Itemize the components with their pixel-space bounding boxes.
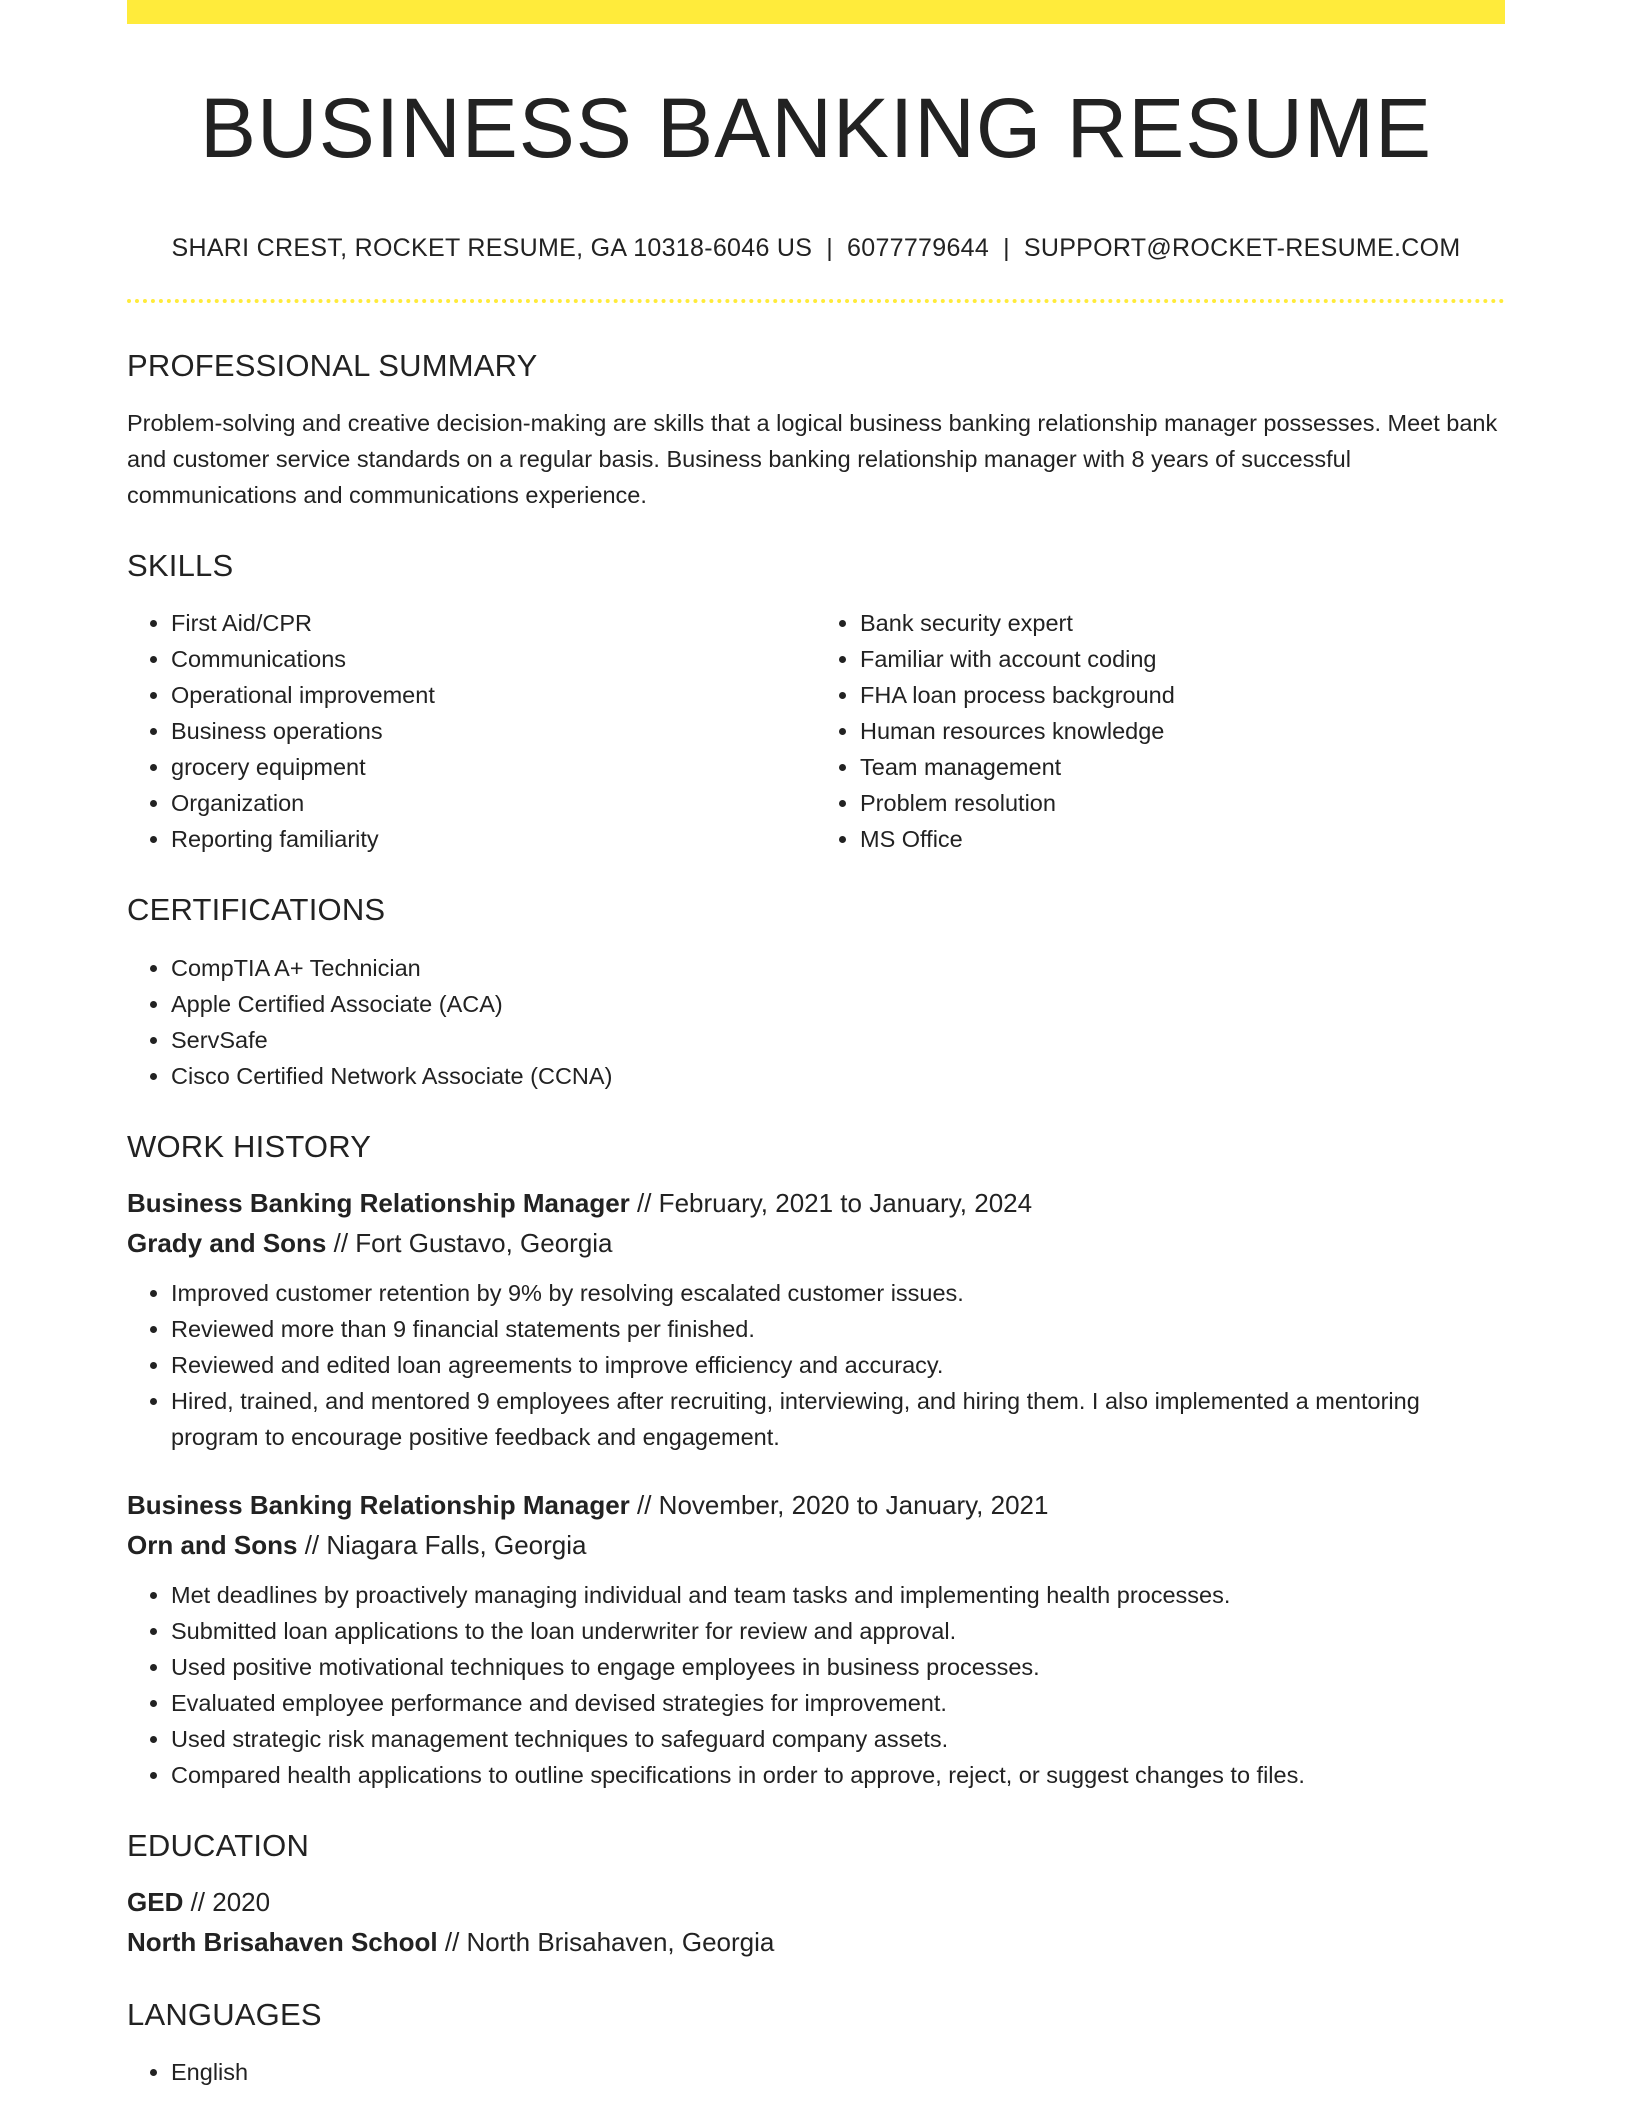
skill-item: • Problem resolution bbox=[860, 785, 1505, 821]
skill-item: • Familiar with account coding bbox=[860, 641, 1505, 677]
job-company-line bbox=[127, 1525, 1505, 1565]
certifications-list bbox=[127, 950, 1505, 1094]
job-bullet: • Reviewed more than 9 financial statements per finished. bbox=[171, 1311, 1505, 1347]
resume-title: BUSINESS BANKING RESUME bbox=[200, 81, 1432, 175]
contact-line bbox=[127, 234, 1505, 263]
resume-page bbox=[127, 0, 1505, 2090]
contact-address: SHARI CREST, ROCKET RESUME, GA 10318-6046 US bbox=[171, 234, 813, 262]
job-bullets bbox=[127, 1275, 1505, 1455]
header-divider bbox=[127, 299, 1505, 303]
work-history-section bbox=[127, 1128, 1505, 1793]
skills-heading: SKILLS bbox=[127, 548, 234, 584]
job-company: Grady and Sons bbox=[127, 1227, 327, 1258]
job-bullets bbox=[127, 1577, 1505, 1793]
education-section bbox=[127, 1827, 1505, 1962]
skills-list-right bbox=[816, 605, 1505, 857]
education-degree-line bbox=[127, 1882, 1505, 1922]
skill-item: • Communications bbox=[171, 641, 816, 677]
job-bullet: • Evaluated employee performance and devised strategies for improvement. bbox=[171, 1685, 1505, 1721]
job-title: Business Banking Relationship Manager bbox=[127, 1187, 630, 1218]
certification-item: • CompTIA A+ Technician bbox=[171, 950, 1505, 986]
job-bullet: • Used positive motivational techniques to engage employees in business processes. bbox=[171, 1649, 1505, 1685]
skill-item: • MS Office bbox=[860, 821, 1505, 857]
education-heading: EDUCATION bbox=[127, 1827, 310, 1863]
skills-grid bbox=[127, 605, 1505, 857]
job-bullet: • Met deadlines by proactively managing individual and team tasks and implementing health processes. bbox=[171, 1577, 1505, 1613]
skill-item: • FHA loan process background bbox=[860, 677, 1505, 713]
job-bullet: • Improved customer retention by 9% by resolving escalated customer issues. bbox=[171, 1275, 1505, 1311]
certifications-section bbox=[127, 891, 1505, 1093]
job-bullet: • Used strategic risk management techniques to safeguard company assets. bbox=[171, 1721, 1505, 1757]
language-item: • English bbox=[171, 2054, 1505, 2090]
contact-email: SUPPORT@ROCKET-RESUME.COM bbox=[1023, 234, 1461, 262]
education-school-line bbox=[127, 1922, 1505, 1962]
certification-item: • Cisco Certified Network Associate (CCNA) bbox=[171, 1058, 1505, 1094]
languages-list bbox=[127, 2054, 1505, 2090]
top-accent-bar bbox=[127, 0, 1505, 24]
job-location: // Fort Gustavo, Georgia bbox=[333, 1227, 613, 1258]
job-title-line bbox=[127, 1485, 1505, 1525]
skill-item: • Business operations bbox=[171, 713, 816, 749]
contact-phone: 6077779644 bbox=[847, 234, 990, 262]
certification-item: • Apple Certified Associate (ACA) bbox=[171, 986, 1505, 1022]
languages-section bbox=[127, 1996, 1505, 2090]
certification-item: • ServSafe bbox=[171, 1022, 1505, 1058]
job-location: // Niagara Falls, Georgia bbox=[304, 1529, 587, 1560]
education-location: // North Brisahaven, Georgia bbox=[444, 1926, 775, 1957]
work-history-heading: WORK HISTORY bbox=[127, 1128, 372, 1164]
job-dates: // November, 2020 to January, 2021 bbox=[637, 1489, 1049, 1520]
job-entry bbox=[127, 1485, 1505, 1793]
skill-item: • Team management bbox=[860, 749, 1505, 785]
summary-heading: PROFESSIONAL SUMMARY bbox=[127, 348, 538, 383]
education-degree: GED bbox=[127, 1886, 184, 1917]
job-bullet: • Hired, trained, and mentored 9 employees after recruiting, interviewing, and hiring them. I also implemented a mentoring program to encourage positive feedback and engagement. bbox=[171, 1383, 1505, 1455]
summary-section bbox=[127, 347, 1505, 513]
skill-item: • First Aid/CPR bbox=[171, 605, 816, 641]
job-title: Business Banking Relationship Manager bbox=[127, 1489, 630, 1520]
skills-list-left bbox=[127, 605, 816, 857]
job-bullet: • Submitted loan applications to the loan underwriter for review and approval. bbox=[171, 1613, 1505, 1649]
languages-heading: LANGUAGES bbox=[127, 1996, 322, 2032]
skill-item: • Operational improvement bbox=[171, 677, 816, 713]
skill-item: • Bank security expert bbox=[860, 605, 1505, 641]
job-dates: // February, 2021 to January, 2024 bbox=[637, 1187, 1033, 1218]
education-school: North Brisahaven School bbox=[127, 1926, 438, 1957]
skill-item: • grocery equipment bbox=[171, 749, 816, 785]
job-title-line bbox=[127, 1183, 1505, 1223]
job-bullet: • Reviewed and edited loan agreements to improve efficiency and accuracy. bbox=[171, 1347, 1505, 1383]
skills-section bbox=[127, 547, 1505, 857]
skill-item: • Organization bbox=[171, 785, 816, 821]
job-company-line bbox=[127, 1223, 1505, 1263]
summary-text: Problem-solving and creative decision-making are skills that a logical business banking relationship manager possesses. Meet bank and customer service standards on a regular basis. Business banking relationship manager with 8 years of successful communications and communications experience. bbox=[127, 410, 1498, 509]
job-company: Orn and Sons bbox=[127, 1529, 298, 1560]
skill-item: • Human resources knowledge bbox=[860, 713, 1505, 749]
contact-separator: | bbox=[826, 234, 834, 262]
certifications-heading: CERTIFICATIONS bbox=[127, 892, 386, 928]
skill-item: • Reporting familiarity bbox=[171, 821, 816, 857]
job-entry bbox=[127, 1183, 1505, 1455]
education-year: // 2020 bbox=[190, 1886, 271, 1917]
job-bullet: • Compared health applications to outline specifications in order to approve, reject, or suggest changes to files. bbox=[171, 1757, 1505, 1793]
contact-separator: | bbox=[1003, 234, 1010, 262]
